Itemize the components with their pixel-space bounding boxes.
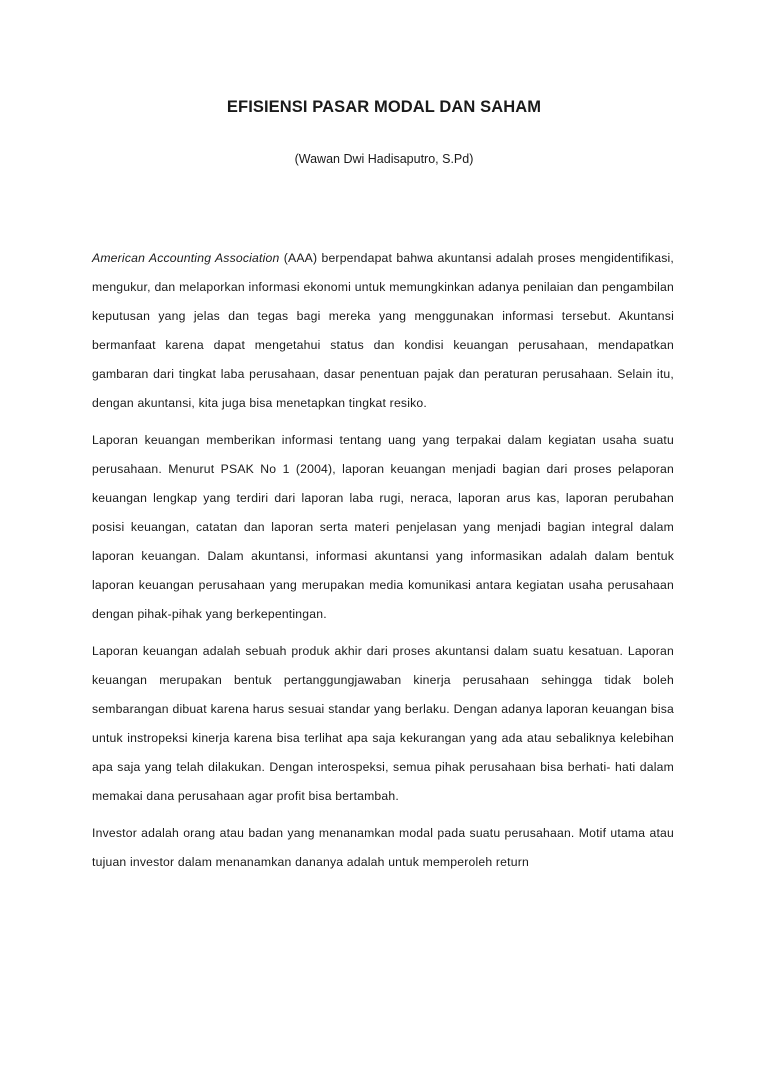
document-author: (Wawan Dwi Hadisaputro, S.Pd) bbox=[294, 152, 474, 166]
paragraph-text: Laporan keuangan memberikan informasi tentang uang yang terpakai dalam kegiatan usaha suatu perusahaan. Menurut PSAK No 1 (2004), laporan keuangan menjadi bagian dari proses pelaporan keuangan lengkap yang terdiri dari laporan laba rugi, neraca, laporan arus kas, laporan perubahan posisi keuangan, catatan dan laporan serta materi penjelasan yang menjadi bagian integral dalam laporan keuangan. Dalam akuntansi, informasi akuntansi yang informasikan adalah dalam bentuk laporan keuangan perusahaan yang merupakan media komunikasi antara kegiatan usaha perusahaan dengan pihak-pihak yang berkepentingan. bbox=[92, 433, 674, 621]
paragraph bbox=[92, 244, 674, 418]
paragraph bbox=[92, 819, 674, 877]
paragraph-text: Laporan keuangan adalah sebuah produk akhir dari proses akuntansi dalam suatu kesatuan. Laporan keuangan merupakan bentuk pertanggungjawaban kinerja perusahaan sehingga tidak boleh sembarangan dibuat karena harus sesuai standar yang berlaku. Dengan adanya laporan keuangan bisa untuk instropeksi kinerja karena bisa terlihat apa saja kekurangan yang ada atau sebaliknya kelebihan apa saja yang telah dilakukan. Dengan interospeksi, semua pihak perusahaan bisa berhati- hati dalam memakai dana perusahaan agar profit bisa bertambah. bbox=[92, 644, 674, 803]
paragraph-text: Investor adalah orang atau badan yang menanamkan modal pada suatu perusahaan. Motif utama atau tujuan investor dalam menanamkan dananya adalah untuk memperoleh return bbox=[92, 826, 674, 869]
paragraph bbox=[92, 637, 674, 811]
paragraph bbox=[92, 426, 674, 629]
paragraph-text: (AAA) berpendapat bahwa akuntansi adalah proses mengidentifikasi, mengukur, dan melaporkan informasi ekonomi untuk memungkinkan adanya penilaian dan pengambilan keputusan yang jelas dan tegas bagi mereka yang menggunakan informasi tersebut. Akuntansi bermanfaat karena dapat mengetahui status dan kondisi keuangan perusahaan, mendapatkan gambaran dari tingkat laba perusahaan, dasar penentuan pajak dan peraturan perusahaan. Selain itu, dengan akuntansi, kita juga bisa menetapkan tingkat resiko. bbox=[92, 251, 674, 410]
document-title: EFISIENSI PASAR MODAL DAN SAHAM bbox=[226, 98, 542, 116]
document-body bbox=[92, 244, 674, 877]
paragraph-italic-lead: American Accounting Association bbox=[92, 251, 280, 265]
